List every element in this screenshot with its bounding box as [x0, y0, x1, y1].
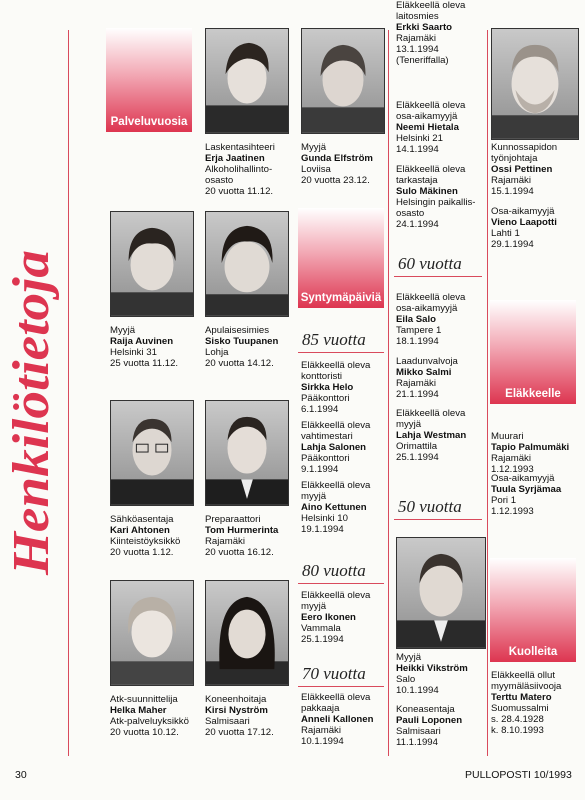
person-name: Eero Ikonen [301, 612, 356, 623]
person-entry: Eläkkeellä oleva myyjä Lahja Westman Orimattila 25.1.1994 [396, 408, 467, 463]
person-name: Tapio Palmumäki [491, 442, 570, 453]
person-entry: Koneasentaja Pauli Loponen Salmisaari 11.1.1994 [396, 704, 463, 748]
section-kuolleita [490, 558, 576, 662]
section-elakkeelle-label: Eläkkeelle [505, 388, 561, 400]
person-entry: Myyjä Heikki Vikström Salo 10.1.1994 [396, 652, 468, 696]
person-name: Neemi Hietala [396, 122, 459, 133]
person-name: Lahja Westman [396, 430, 467, 441]
column-rule [388, 30, 389, 756]
side-title [4, 245, 68, 585]
section-kuolleita-label: Kuolleita [508, 646, 558, 658]
person-name: Erja Jaatinen [205, 153, 265, 164]
section-palveluvuosia [106, 28, 192, 132]
person-entry: Eläkkeellä oleva konttoristi Sirkka Helo Pääkonttori 6.1.1994 [301, 360, 371, 415]
heading-underline [298, 583, 384, 584]
heading-underline [298, 352, 384, 353]
person-entry: Koneenhoitaja Kirsi Nyström Salmisaari 20 vuotta 17.12. [205, 694, 274, 738]
column-rule [68, 30, 69, 756]
magazine-issue: PULLOPOSTI 10/1993 [465, 769, 572, 781]
person-entry: Eläkkeellä oleva myyjä Aino Kettunen Helsinki 10 19.1.1994 [301, 480, 371, 535]
section-elakkeelle [490, 300, 576, 404]
person-entry: Eläkkeellä oleva myyjä Eero Ikonen Vammala 25.1.1994 [301, 590, 371, 645]
person-name: Raija Auvinen [110, 336, 174, 347]
portrait-photo [110, 211, 194, 317]
person-entry: Myyjä Gunda Elfström Loviisa 20 vuotta 23.12. [301, 142, 373, 186]
portrait-photo [205, 400, 289, 506]
person-entry: Laskentasihteeri Erja Jaatinen Alkoholihallinto- osasto 20 vuotta 11.12. [205, 142, 275, 197]
person-name: Tuula Syrjämaa [491, 484, 562, 495]
portrait-photo [110, 580, 194, 686]
person-name: Anneli Kallonen [301, 714, 374, 725]
person-entry: Eläkkeellä oleva laitosmies Erkki Saarto Rajamäki 13.1.1994 (Teneriffalla) [396, 0, 466, 66]
person-entry: Eläkkeellä oleva vahtimestari Lahja Salonen Pääkonttori 9.1.1994 [301, 420, 371, 475]
person-name: Terttu Matero [491, 692, 552, 703]
person-name: Tom Hurmerinta [205, 525, 279, 536]
person-name: Sisko Tuupanen [205, 336, 279, 347]
person-entry: Muurari Tapio Palmumäki Rajamäki 1.12.1993 [491, 431, 570, 475]
person-name: Helka Maher [110, 705, 167, 716]
portrait-photo [110, 400, 194, 506]
person-name: Aino Kettunen [301, 502, 367, 513]
person-entry: Atk-suunnittelija Helka Maher Atk-palveluyksikkö 20 vuotta 10.12. [110, 694, 189, 738]
person-name: Gunda Elfström [301, 153, 373, 164]
section-palveluvuosia-label: Palveluvuosia [110, 116, 188, 128]
heading-80-vuotta: 80 vuotta [302, 561, 366, 580]
person-entry: Apulaisesimies Sisko Tuupanen Lohja 20 vuotta 14.12. [205, 325, 279, 369]
heading-85-vuotta: 85 vuotta [302, 330, 366, 349]
page-number: 30 [15, 769, 27, 781]
person-name: Kirsi Nyström [205, 705, 268, 716]
person-name: Sirkka Helo [301, 382, 354, 393]
person-entry: Laadunvalvoja Mikko Salmi Rajamäki 21.1.1994 [396, 356, 458, 400]
section-syntymapaivia-label: Syntymäpäiviä [300, 292, 382, 304]
person-entry: Eläkkeellä oleva tarkastaja Sulo Mäkinen Helsingin paikallis- osasto 24.1.1994 [396, 164, 476, 230]
person-entry: Eläkkeellä oleva osa-aikamyyjä Eila Salo Tampere 1 18.1.1994 [396, 292, 466, 347]
portrait-photo [491, 28, 579, 140]
person-entry: Osa-aikamyyjä Vieno Laapotti Lahti 1 29.1.1994 [491, 206, 557, 250]
section-syntymapaivia [298, 208, 384, 308]
heading-underline [298, 686, 384, 687]
person-name: Eila Salo [396, 314, 436, 325]
person-name: Vieno Laapotti [491, 217, 557, 228]
side-title-text: Henkilötietoja [4, 268, 60, 575]
heading-underline [394, 276, 482, 277]
column-rule [487, 30, 488, 756]
person-name: Erkki Saarto [396, 22, 452, 33]
person-entry: Osa-aikamyyjä Tuula Syrjämaa Pori 1 1.12.1993 [491, 473, 562, 517]
heading-underline [394, 519, 482, 520]
portrait-photo [205, 580, 289, 686]
person-name: Lahja Salonen [301, 442, 367, 453]
person-entry: Myyjä Raija Auvinen Helsinki 31 25 vuotta 11.12. [110, 325, 179, 369]
person-entry: Eläkkeellä oleva pakkaaja Anneli Kallonen Rajamäki 10.1.1994 [301, 692, 374, 747]
person-name: Mikko Salmi [396, 367, 452, 378]
portrait-photo [396, 537, 486, 649]
person-name: Pauli Loponen [396, 715, 463, 726]
portrait-photo [205, 28, 289, 134]
person-name: Kari Ahtonen [110, 525, 170, 536]
person-name: Heikki Vikström [396, 663, 468, 674]
portrait-photo [205, 211, 289, 317]
person-entry: Preparaattori Tom Hurmerinta Rajamäki 20 vuotta 16.12. [205, 514, 279, 558]
heading-60-vuotta: 60 vuotta [398, 254, 462, 273]
person-name: Ossi Pettinen [491, 164, 553, 175]
heading-50-vuotta: 50 vuotta [398, 497, 462, 516]
portrait-photo [301, 28, 385, 134]
person-name: Sulo Mäkinen [396, 186, 458, 197]
heading-70-vuotta: 70 vuotta [302, 664, 366, 683]
person-entry: Eläkkeellä oleva osa-aikamyyjä Neemi Hietala Helsinki 21 14.1.1994 [396, 100, 466, 155]
person-entry: Kunnossapidon työnjohtaja Ossi Pettinen Rajamäki 15.1.1994 [491, 142, 558, 197]
person-entry: Eläkkeellä ollut myymäläsiivooja Terttu Matero Suomussalmi s. 28.4.1928 k. 8.10.1993 [491, 670, 562, 736]
person-entry: Sähköasentaja Kari Ahtonen Kiinteistöyksikkö 20 vuotta 1.12. [110, 514, 181, 558]
